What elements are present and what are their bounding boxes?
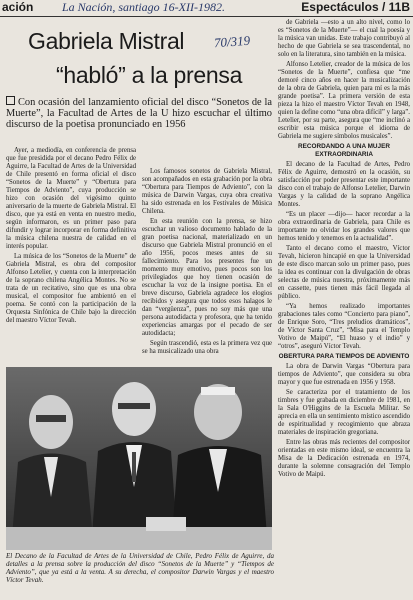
photo-caption: El Decano de la Facultad de Artes de la Universidad de Chile, Pedro Félix de Aguirre, da detalles a la prensa sobre la producción del disco “Sonetos de la Muerte” y “Tiempos de Adviento”, que ya está a la venta. A su derecha, el compositor Darwin Vargas y el maestro Víctor Tevah. xyxy=(6,552,274,584)
bullet-box-icon xyxy=(6,96,15,105)
column-1 xyxy=(6,147,136,327)
subheading: RECORDANDO A UNA MUJER EXTRAORDINARIA xyxy=(298,143,390,158)
paragraph: El decano de la Facultad de Artes, Pedro Félix de Aguirre, demostró en la ocasión, su satisfacción por poder presentar este importante disco con el trabajo de Alfonso Letelier, Darwin Vargas y la calidad de la soprano Angélica Montes. xyxy=(278,161,410,208)
headline-line-1: Gabriela Mistral xyxy=(28,28,185,54)
paragraph: de Gabriela —esto a un alto nivel, como lo es “Sonetos de la Muerte”— el cual la poesía y la música van unidas. Este trabajo contribuyó al hecho de que Gabriela se sea trascendental, no solo en la literatura, sino también en la música. xyxy=(278,19,410,58)
column-3 xyxy=(278,19,410,481)
subheading: OBERTURA PARA TIEMPOS DE ADVIENTO xyxy=(278,353,410,360)
paragraph: “Es un placer —dijo— hacer recordar a la obra extraordinaria de Gabriela, para Chile es importante no olvidar los grandes valores que hemos tenido y tenemos en la actualidad”. xyxy=(278,211,410,242)
lead-paragraph xyxy=(6,96,272,130)
handwritten-source-note: La Nación, santiago 16-XII-1982. xyxy=(62,0,225,14)
paragraph: Alfonso Letelier, creador de la música de los “Sonetos de la Muerte”, confiesa que “me demoré cinco años en hacer la musicalización de la obra de Gabriela, quien para mí es la más grande poetisa”. La primera versión de esta pieza la hizo el maestro Víctor Tevah en 1948, quien la define como “una obra difícil” y larga”. Letelier, por su parte, asegura que “me inclinó a escribir esta música porque el idioma de Gabriela me sugiere símbolos musicales”. xyxy=(278,61,410,140)
handwritten-reference: 70/319 xyxy=(213,32,251,51)
newspaper-header xyxy=(0,0,413,17)
column-2 xyxy=(142,168,272,358)
paragraph: Se caracteriza por el tratamiento de los timbres y fue grabada en diciembre de 1981, en la Sala O'Higgins de la Escuela Militar. Se aprecia en ella un sentimiento místico ascendido de espiritualidad y recogimiento que abraza materiales de inspiración gregoriana. xyxy=(278,389,410,436)
paragraph: Tanto el decano como el maestro, Víctor Tevah, hicieron hincapié en que la Universidad de este disco marcan solo un primer paso, pues la idea es continuar con la divulgación de obras selectas de música nuestra, próximamente más en cassette, pues tienen más fácil llegada al público. xyxy=(278,245,410,300)
press-photo-image xyxy=(6,367,272,550)
paragraph: Según trascendió, esta es la primera vez que se ha musicalizado una obra xyxy=(142,340,272,355)
paragraph: En esta reunión con la prensa, se hizo escuchar un valioso documento hablado de la gran poetisa nacional, materializado en un discurso que Gabriela Mistral pronunció en el año 1956, pocos meses antes de su fallecimiento. Para los presentes fue un momento muy emotivo, pues pocos son los privilegiados que hoy tienen ocasión de escuchar la voz de la insigne poetisa. En el breve discurso, Gabriela agradece los elogios recibidos y asegura que todos esos halagos le dan “vergüenza”, pues no soy más que una persona autodidacta y profesora, que ha tenido experiencias amargas por el pecado de ser autodidacta; xyxy=(142,218,272,337)
paragraph: Ayer, a mediodía, en conferencia de prensa que fue presidida por el decano Pedro Félix de Aguirre, la Facultad de Artes de la Universidad de Chile presentó en forma oficial el disco “Sonetos de la Muerte” y “Obertura para Tiempos de Adviento”, cuya producción se hizo con ocasión del vigésimo quinto aniversario de la muerte de Gabriela Mistral. El disco, que ya está en venta en nuestro medio, según informaron, es un primer paso para difundir y lograr incorporar en forma definitiva la música chilena nuestra de calidad en el interés popular. xyxy=(6,147,136,250)
lead-text: Con ocasión del lanzamiento oficial del disco “Sonetos de la Muerte”, la Facultad de Artes de la U hizo escuchar el último discurso de la poetisa pronunciado en 1956 xyxy=(6,97,272,130)
section-label: ación xyxy=(2,0,34,14)
paragraph: Los famosos sonetos de Gabriela Mistral, son acompañados en esta grabación por la obra “Obertura para Tiempos de Adviento”, con la música de Darwin Vargas, cuya obra creativa ha sido estrenada en los Festivales de Música Chilena. xyxy=(142,168,272,215)
section-page-label: Espectáculos / 11B xyxy=(301,0,410,14)
paragraph: Entre las obras más recientes del compositor orientadas en este mismo ideal, se encuentra la Misa de la Dedicación estrenada en 1974, durante la solemne consagración del Templo Votivo de Maipú. xyxy=(278,439,410,478)
paragraph: La música de los “Sonetos de la Muerte” de Gabriela Mistral, es obra del compositor Alfonso Letelier, y cuenta con la interpretación de la soprano chilena Angélica Montes. No se trata de un recitativo, sino que es una obra musical, el compositor fue ambientó en el poema. Se contó con la participación de la Orquesta Sinfónica de Chile bajo la dirección del maestro Víctor Tevah. xyxy=(6,253,136,324)
paragraph: La obra de Darwin Vargas “Obertura para tiempos de Adviento”, que considera su obra mayor y que fue estrenada en 1956 y 1958. xyxy=(278,363,410,386)
paragraph: “Ya hemos realizado importantes grabaciones tales como “Concierto para piano”, de Enrique Soro, “Tres preludios dramáticos”, de Víctor Santa Cruz”, “Misa para el Templo Votivo de Maipú”, “El huaso y el indio” y “otros”, aseguró Víctor Tevah. xyxy=(278,303,410,350)
headline-line-2: “habló” a la prensa xyxy=(56,62,243,88)
press-photo xyxy=(6,367,272,550)
